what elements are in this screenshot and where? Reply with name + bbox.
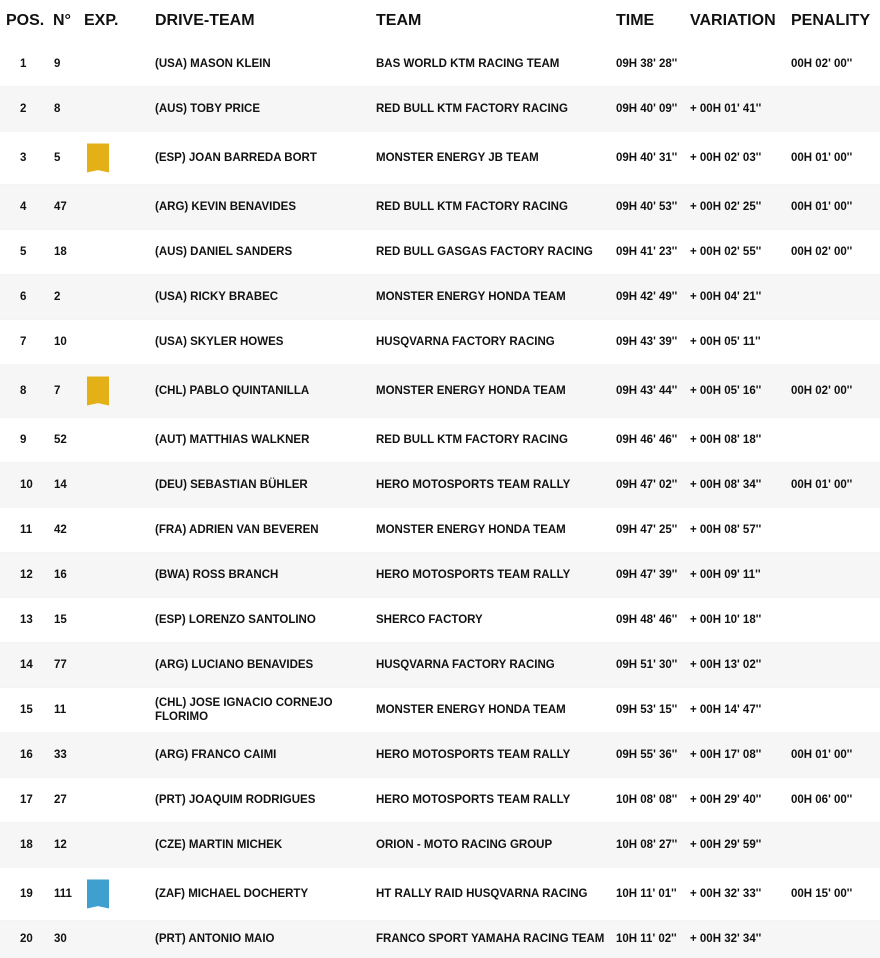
row-driver: (CHL) PABLO QUINTANILLA [155, 385, 310, 397]
row-variation: + 00H 01' 41'' [690, 103, 762, 115]
row-num: 8 [54, 103, 61, 115]
experience-badge-icon [87, 144, 109, 173]
header-num[interactable]: N° [53, 12, 71, 29]
row-time: 09H 40' 31'' [616, 152, 678, 164]
header-team[interactable]: TEAM [376, 12, 422, 29]
row-penalty: 00H 02' 00'' [791, 385, 853, 397]
table-row[interactable] [0, 463, 880, 508]
row-pos: 8 [20, 385, 27, 397]
header-variation[interactable]: VARIATION [690, 12, 776, 29]
row-driver: (ARG) FRANCO CAIMI [155, 749, 277, 761]
row-pos: 11 [20, 524, 33, 536]
row-team: MONSTER ENERGY HONDA TEAM [376, 385, 566, 397]
table-row[interactable] [0, 688, 880, 733]
row-team: ORION - MOTO RACING GROUP [376, 839, 553, 851]
row-pos: 1 [20, 58, 27, 70]
row-driver: (ESP) LORENZO SANTOLINO [155, 614, 316, 626]
table-row[interactable] [0, 365, 880, 418]
row-num: 47 [54, 201, 67, 213]
row-driver: (CZE) MARTIN MICHEK [155, 839, 283, 851]
row-time: 10H 08' 08'' [616, 794, 678, 806]
row-time: 09H 41' 23'' [616, 246, 678, 258]
row-pos: 20 [20, 933, 33, 945]
row-team: HT RALLY RAID HUSQVARNA RACING [376, 888, 588, 900]
row-team: HERO MOTOSPORTS TEAM RALLY [376, 794, 571, 806]
row-driver: (AUT) MATTHIAS WALKNER [155, 434, 310, 446]
row-driver: (PRT) ANTONIO MAIO [155, 933, 275, 945]
row-driver: (FRA) ADRIEN VAN BEVEREN [155, 524, 319, 536]
row-driver: (DEU) SEBASTIAN BÜHLER [155, 479, 308, 491]
row-driver: (PRT) JOAQUIM RODRIGUES [155, 794, 316, 806]
table-row[interactable] [0, 185, 880, 230]
experience-badge-icon [87, 377, 109, 406]
row-variation: + 00H 08' 18'' [690, 434, 762, 446]
table-row[interactable] [0, 418, 880, 463]
row-variation: + 00H 04' 21'' [690, 291, 762, 303]
table-row[interactable] [0, 778, 880, 823]
row-team: HERO MOTOSPORTS TEAM RALLY [376, 569, 571, 581]
row-team: MONSTER ENERGY HONDA TEAM [376, 524, 566, 536]
row-driver: (BWA) ROSS BRANCH [155, 569, 279, 581]
row-num: 77 [54, 659, 67, 671]
row-num: 42 [54, 524, 67, 536]
row-pos: 14 [20, 659, 33, 671]
row-driver: (ESP) JOAN BARREDA BORT [155, 152, 317, 164]
row-num: 11 [54, 704, 67, 716]
row-penalty: 00H 01' 00'' [791, 749, 853, 761]
row-num: 14 [54, 479, 67, 491]
row-variation: + 00H 05' 11'' [690, 336, 761, 348]
row-time: 09H 47' 39'' [616, 569, 678, 581]
table-row[interactable] [0, 275, 880, 320]
row-time: 09H 38' 28'' [616, 58, 678, 70]
table-row[interactable] [0, 508, 880, 553]
row-penalty: 00H 02' 00'' [791, 58, 853, 70]
row-penalty: 00H 15' 00'' [791, 888, 853, 900]
row-num: 12 [54, 839, 67, 851]
row-pos: 12 [20, 569, 33, 581]
row-driver: (ARG) LUCIANO BENAVIDES [155, 659, 314, 671]
row-pos: 16 [20, 749, 33, 761]
row-team: HERO MOTOSPORTS TEAM RALLY [376, 749, 571, 761]
row-driver: (USA) SKYLER HOWES [155, 336, 284, 348]
row-num: 33 [54, 749, 67, 761]
row-team: SHERCO FACTORY [376, 614, 483, 626]
row-variation: + 00H 13' 02'' [690, 659, 762, 671]
table-row[interactable] [0, 823, 880, 868]
row-time: 09H 46' 46'' [616, 434, 678, 446]
row-variation: + 00H 08' 34'' [690, 479, 762, 491]
table-header [0, 0, 880, 42]
header-penalty[interactable]: PENALITY [791, 12, 871, 29]
row-time: 09H 43' 39'' [616, 336, 678, 348]
row-pos: 9 [20, 434, 27, 446]
row-time: 10H 11' 01'' [616, 888, 677, 900]
row-pos: 15 [20, 704, 33, 716]
row-driver: (ZAF) MICHAEL DOCHERTY [155, 888, 309, 900]
row-penalty: 00H 01' 00'' [791, 152, 853, 164]
row-driver: (AUS) DANIEL SANDERS [155, 246, 293, 258]
table-row[interactable] [0, 598, 880, 643]
row-num: 10 [54, 336, 67, 348]
row-pos: 6 [20, 291, 27, 303]
row-num: 15 [54, 614, 67, 626]
row-pos: 4 [20, 201, 27, 213]
table-row[interactable] [0, 132, 880, 185]
row-team: MONSTER ENERGY JB TEAM [376, 152, 539, 164]
row-driver: (AUS) TOBY PRICE [155, 103, 261, 115]
row-num: 52 [54, 434, 67, 446]
row-pos: 10 [20, 479, 33, 491]
table-row[interactable] [0, 87, 880, 132]
row-penalty: 00H 01' 00'' [791, 479, 853, 491]
row-penalty: 00H 01' 00'' [791, 201, 853, 213]
row-num: 9 [54, 58, 61, 70]
table-row[interactable] [0, 643, 880, 688]
row-pos: 3 [20, 152, 27, 164]
table-body [0, 42, 880, 958]
row-variation: + 00H 08' 57'' [690, 524, 762, 536]
row-time: 09H 51' 30'' [616, 659, 678, 671]
row-pos: 2 [20, 103, 27, 115]
row-num: 18 [54, 246, 67, 258]
row-variation: + 00H 09' 11'' [690, 569, 761, 581]
row-variation: + 00H 10' 18'' [690, 614, 762, 626]
row-pos: 19 [20, 888, 33, 900]
row-team: RED BULL KTM FACTORY RACING [376, 103, 568, 115]
row-pos: 17 [20, 794, 33, 806]
row-driver: (CHL) JOSE IGNACIO CORNEJO FLORIMO [155, 697, 333, 723]
row-num: 5 [54, 152, 61, 164]
row-team: BAS WORLD KTM RACING TEAM [376, 58, 560, 70]
row-variation: + 00H 17' 08'' [690, 749, 762, 761]
row-driver: (ARG) KEVIN BENAVIDES [155, 201, 296, 213]
row-team: HUSQVARNA FACTORY RACING [376, 336, 555, 348]
row-num: 16 [54, 569, 67, 581]
row-time: 09H 40' 09'' [616, 103, 678, 115]
row-time: 09H 42' 49'' [616, 291, 678, 303]
row-num: 30 [54, 933, 67, 945]
table-row[interactable] [0, 320, 880, 365]
header-exp[interactable]: EXP. [84, 12, 119, 29]
row-driver: (USA) RICKY BRABEC [155, 291, 279, 303]
row-num: 2 [54, 291, 61, 303]
row-pos: 5 [20, 246, 27, 258]
row-variation: + 00H 32' 34'' [690, 933, 762, 945]
row-time: 09H 47' 25'' [616, 524, 678, 536]
row-time: 09H 48' 46'' [616, 614, 678, 626]
row-time: 09H 55' 36'' [616, 749, 678, 761]
row-pos: 13 [20, 614, 33, 626]
row-time: 09H 40' 53'' [616, 201, 678, 213]
table-row[interactable] [0, 868, 880, 921]
table-row[interactable] [0, 921, 880, 958]
row-pos: 7 [20, 336, 27, 348]
row-time: 10H 08' 27'' [616, 839, 678, 851]
row-variation: + 00H 02' 55'' [690, 246, 762, 258]
row-driver: (USA) MASON KLEIN [155, 58, 271, 70]
row-team: HUSQVARNA FACTORY RACING [376, 659, 555, 671]
row-penalty: 00H 06' 00'' [791, 794, 853, 806]
row-variation: + 00H 05' 16'' [690, 385, 762, 397]
row-variation: + 00H 14' 47'' [690, 704, 762, 716]
row-variation: + 00H 02' 25'' [690, 201, 762, 213]
table-row[interactable] [0, 733, 880, 778]
row-team: RED BULL KTM FACTORY RACING [376, 201, 568, 213]
header-time[interactable]: TIME [616, 12, 655, 29]
row-variation: + 00H 02' 03'' [690, 152, 762, 164]
row-num: 27 [54, 794, 67, 806]
row-num: 111 [54, 888, 72, 900]
row-num: 7 [54, 385, 61, 397]
table-row[interactable] [0, 230, 880, 275]
header-pos[interactable]: POS. [6, 12, 45, 29]
row-team: MONSTER ENERGY HONDA TEAM [376, 704, 566, 716]
row-time: 10H 11' 02'' [616, 933, 677, 945]
table-row[interactable] [0, 42, 880, 87]
row-team: FRANCO SPORT YAMAHA RACING TEAM [376, 933, 605, 945]
row-team: MONSTER ENERGY HONDA TEAM [376, 291, 566, 303]
row-variation: + 00H 32' 33'' [690, 888, 762, 900]
row-team: RED BULL GASGAS FACTORY RACING [376, 246, 593, 258]
row-time: 09H 47' 02'' [616, 479, 678, 491]
row-team: RED BULL KTM FACTORY RACING [376, 434, 568, 446]
row-variation: + 00H 29' 59'' [690, 839, 762, 851]
row-team: HERO MOTOSPORTS TEAM RALLY [376, 479, 571, 491]
row-pos: 18 [20, 839, 33, 851]
row-variation: + 00H 29' 40'' [690, 794, 762, 806]
table-row[interactable] [0, 553, 880, 598]
row-penalty: 00H 02' 00'' [791, 246, 853, 258]
row-time: 09H 53' 15'' [616, 704, 678, 716]
header-drive-team[interactable]: DRIVE-TEAM [155, 12, 255, 29]
experience-badge-icon [87, 880, 109, 909]
row-time: 09H 43' 44'' [616, 385, 678, 397]
